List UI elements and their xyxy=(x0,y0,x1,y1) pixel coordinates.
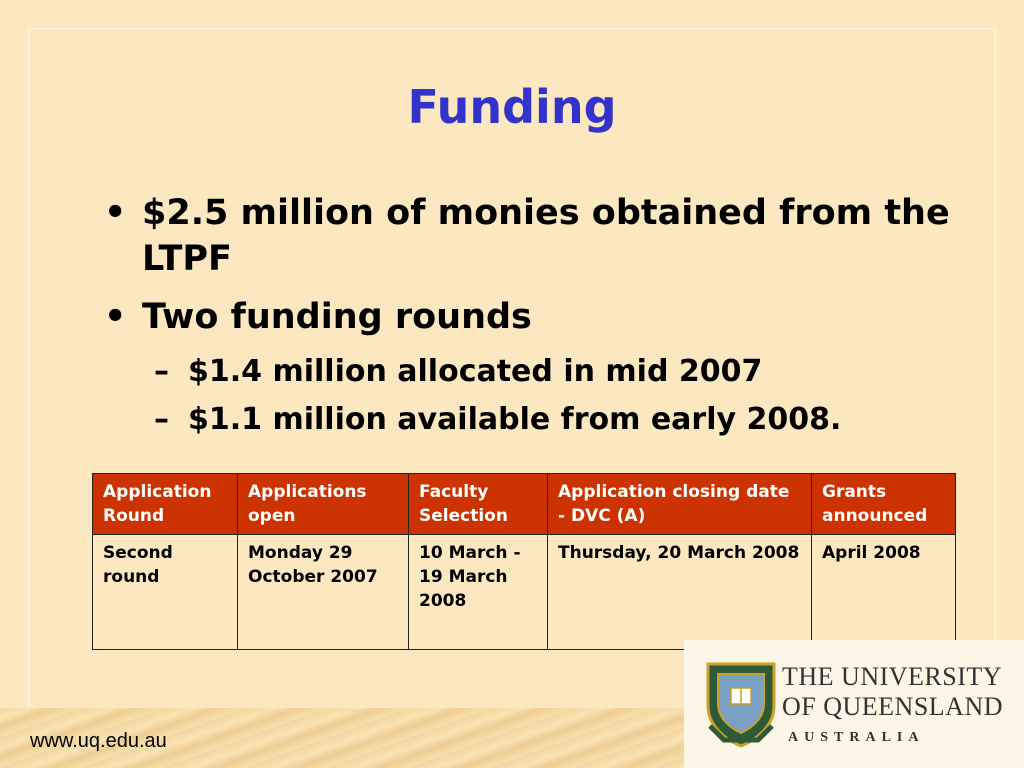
bullet-list xyxy=(104,190,964,448)
header-faculty-selection: Faculty Selection xyxy=(409,474,548,535)
table-header-row xyxy=(93,474,956,535)
funding-rounds-table xyxy=(92,473,956,650)
table-row xyxy=(93,535,956,650)
cell-round: Second round xyxy=(93,535,238,650)
website-url: www.uq.edu.au xyxy=(30,730,167,752)
cell-closing-date: Thursday, 20 March 2008 xyxy=(548,535,812,650)
cell-faculty-selection: 10 March - 19 March 2008 xyxy=(409,535,548,650)
slide-title: Funding xyxy=(407,80,617,134)
cell-open: Monday 29 October 2007 xyxy=(238,535,409,650)
sub-bullet-2007-allocation: – $1.4 million allocated in mid 2007 xyxy=(104,352,964,392)
crest-icon xyxy=(704,660,778,748)
university-logo xyxy=(684,640,1024,768)
sub-bullet-2008-availability: – $1.1 million available from early 2008. xyxy=(104,400,964,440)
header-applications-open: Applications open xyxy=(238,474,409,535)
bullet-funding-rounds: • Two funding rounds xyxy=(104,294,964,340)
header-grants-announced: Grants announced xyxy=(812,474,956,535)
cell-grants-announced: April 2008 xyxy=(812,535,956,650)
bullet-ltpf-funding: • $2.5 million of monies obtained from the LTPF xyxy=(104,190,964,282)
university-country: AUSTRALIA xyxy=(788,730,925,745)
university-name: THE UNIVERSITY OF QUEENSLAND xyxy=(782,662,1003,721)
header-closing-date: Application closing date - DVC (A) xyxy=(548,474,812,535)
header-application-round: Application Round xyxy=(93,474,238,535)
